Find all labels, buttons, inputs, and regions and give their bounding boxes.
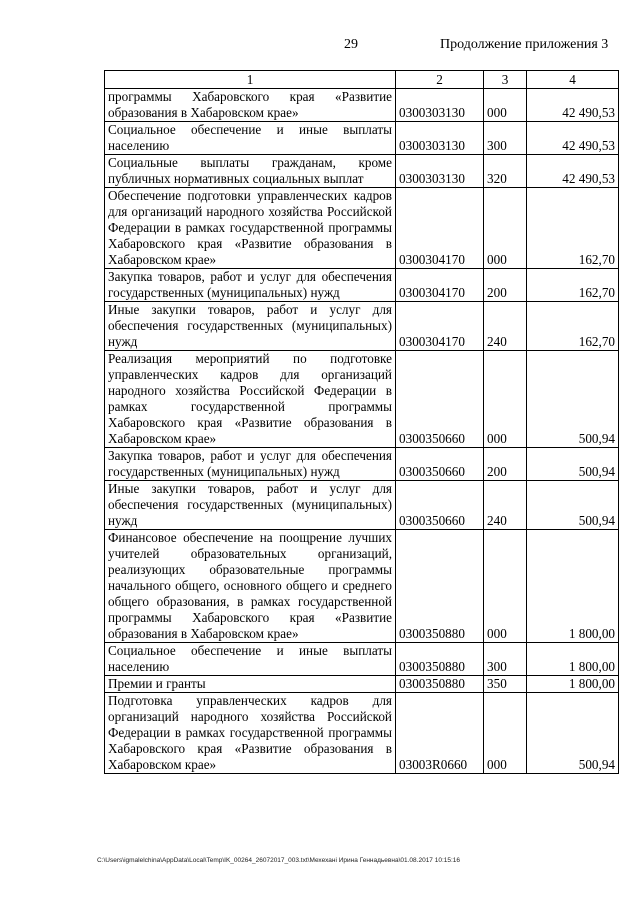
row-type: 000 <box>484 530 527 643</box>
table-row <box>105 89 619 122</box>
row-name: Социальное обеспечение и иные выплаты населению <box>105 643 396 676</box>
row-name: Премии и гранты <box>105 676 396 693</box>
row-code: 0300350660 <box>396 481 484 530</box>
row-type: 200 <box>484 269 527 302</box>
row-amount: 42 490,53 <box>527 89 619 122</box>
column-header-name: 1 <box>105 71 396 89</box>
table-row <box>105 155 619 188</box>
row-code: 0300304170 <box>396 188 484 269</box>
row-code: 0300303130 <box>396 122 484 155</box>
row-type: 350 <box>484 676 527 693</box>
row-name: Социальное обеспечение и иные выплаты населению <box>105 122 396 155</box>
row-name: Социальные выплаты гражданам, кроме публичных нормативных социальных выплат <box>105 155 396 188</box>
table-row <box>105 269 619 302</box>
row-type: 000 <box>484 89 527 122</box>
row-amount: 162,70 <box>527 269 619 302</box>
row-type: 320 <box>484 155 527 188</box>
row-name: программы Хабаровского края «Развитие образования в Хабаровском крае» <box>105 89 396 122</box>
column-header-code: 2 <box>396 71 484 89</box>
row-amount: 500,94 <box>527 481 619 530</box>
row-code: 0300304170 <box>396 302 484 351</box>
row-name: Иные закупки товаров, работ и услуг для обеспечения государственных (муниципальных) нужд <box>105 302 396 351</box>
row-name: Закупка товаров, работ и услуг для обеспечения государственных (муниципальных) нужд <box>105 269 396 302</box>
row-code: 0300350660 <box>396 351 484 448</box>
table-row <box>105 302 619 351</box>
table-row <box>105 643 619 676</box>
table-row <box>105 448 619 481</box>
row-name: Иные закупки товаров, работ и услуг для обеспечения государственных (муниципальных) нужд <box>105 481 396 530</box>
page-number: 29 <box>344 37 358 52</box>
row-amount: 1 800,00 <box>527 676 619 693</box>
table-row <box>105 351 619 448</box>
table-header-row <box>105 71 619 89</box>
row-name: Финансовое обеспечение на поощрение лучших учителей образовательных организаций, реализующих образовательные программы начального общего, основного общего и среднего общего образования, в рамках государственной программы Хабаровского края «Развитие образования в Хабаровском крае» <box>105 530 396 643</box>
row-code: 0300303130 <box>396 89 484 122</box>
row-name: Реализация мероприятий по подготовке управленческих кадров для организаций народного хозяйства Российской Федерации в рамках государственной программы Хабаровского края «Развитие образования в Хабаровском крае» <box>105 351 396 448</box>
row-name: Обеспечение подготовки управленческих кадров для организаций народного хозяйства Российской Федерации в рамках государственной программы Хабаровского края «Развитие образования в Хабаровском крае» <box>105 188 396 269</box>
row-code: 03003R0660 <box>396 693 484 774</box>
table-row <box>105 122 619 155</box>
table-row <box>105 188 619 269</box>
row-code: 0300350880 <box>396 676 484 693</box>
column-header-amount: 4 <box>527 71 619 89</box>
table-row <box>105 481 619 530</box>
row-type: 300 <box>484 643 527 676</box>
table-row <box>105 530 619 643</box>
row-amount: 500,94 <box>527 448 619 481</box>
table-row <box>105 693 619 774</box>
row-code: 0300304170 <box>396 269 484 302</box>
row-amount: 500,94 <box>527 351 619 448</box>
row-type: 200 <box>484 448 527 481</box>
row-amount: 1 800,00 <box>527 530 619 643</box>
budget-table <box>104 70 619 774</box>
row-amount: 42 490,53 <box>527 155 619 188</box>
row-type: 000 <box>484 351 527 448</box>
row-amount: 500,94 <box>527 693 619 774</box>
row-type: 240 <box>484 481 527 530</box>
row-type: 240 <box>484 302 527 351</box>
row-type: 300 <box>484 122 527 155</box>
row-type: 000 <box>484 188 527 269</box>
row-amount: 42 490,53 <box>527 122 619 155</box>
row-code: 0300350880 <box>396 643 484 676</box>
row-amount: 162,70 <box>527 302 619 351</box>
row-amount: 1 800,00 <box>527 643 619 676</box>
row-name: Закупка товаров, работ и услуг для обеспечения государственных (муниципальных) нужд <box>105 448 396 481</box>
continuation-label: Продолжение приложения 3 <box>440 37 609 52</box>
table-row <box>105 676 619 693</box>
column-header-type: 3 <box>484 71 527 89</box>
footer-file-path: C:\Users\igmalelchina\AppData\Local\Temp\IK_00264_26072017_003.txt\Мехеханi Ирина Геннадьевна\01.08.2017 10:15:16 <box>97 857 461 864</box>
row-name: Подготовка управленческих кадров для организаций народного хозяйства Российской Федерации в рамках государственной программы Хабаровского края «Развитие образования в Хабаровском крае» <box>105 693 396 774</box>
row-code: 0300350660 <box>396 448 484 481</box>
row-code: 0300350880 <box>396 530 484 643</box>
row-code: 0300303130 <box>396 155 484 188</box>
row-type: 000 <box>484 693 527 774</box>
row-amount: 162,70 <box>527 188 619 269</box>
